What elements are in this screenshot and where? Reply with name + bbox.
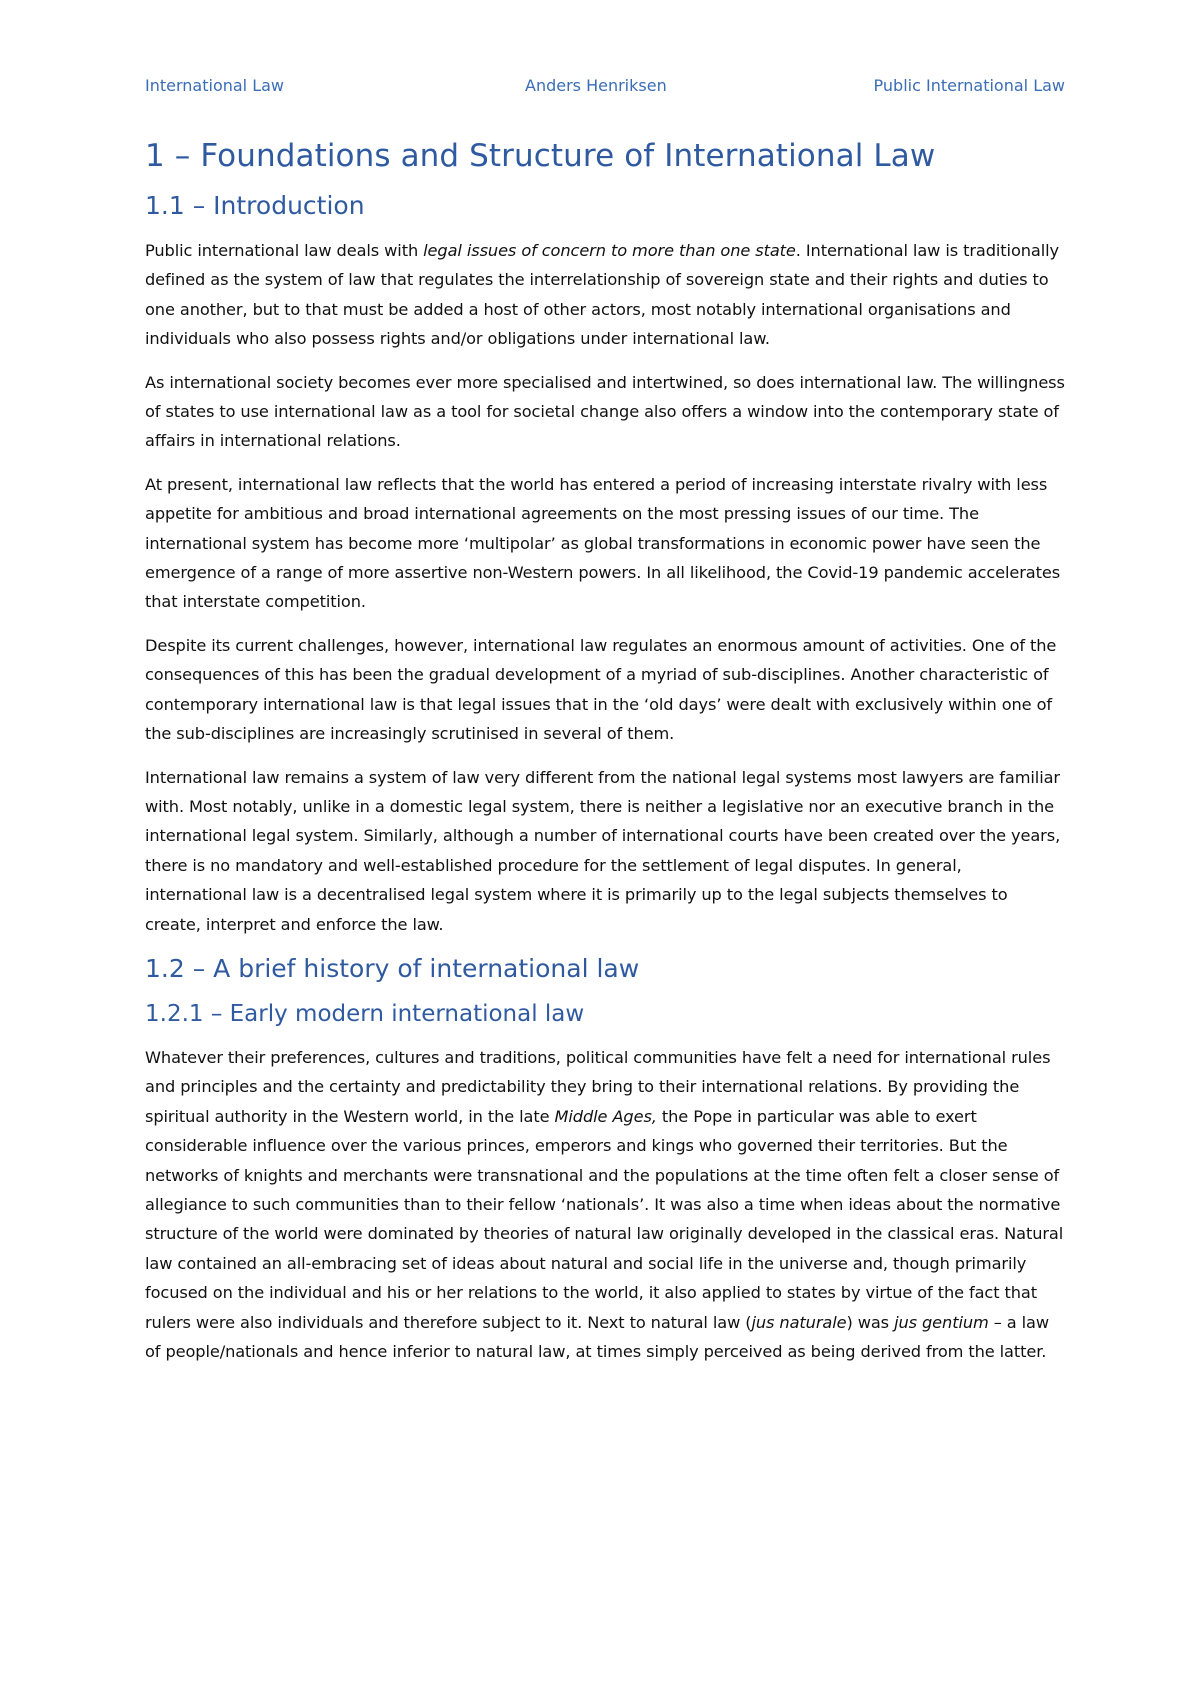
section-heading-1-1: 1.1 – Introduction: [145, 191, 365, 220]
emphasis-text: legal issues of concern to more than one state: [423, 241, 796, 260]
paragraph-text: – a law of people/nationals and hence inferior to natural law, at times simply perceived as being derived from the latter.: [145, 1312, 1049, 1361]
running-header: [145, 76, 1065, 98]
paragraph-text: Public international law deals with: [145, 241, 424, 260]
emphasis-text: jus naturale: [751, 1312, 847, 1332]
paragraph: International law remains a system of law very different from the national legal systems most lawyers are familiar with. Most notably, unlike in a domestic legal system, there is neither a legislative nor an executive branch in the international legal system. Similarly, although a number of international courts have been created over the years, there is no mandatory and well-established procedure for the settlement of legal disputes. In general, international law is a decentralised legal system where it is primarily up to the legal subjects themselves to create, interpret and enforce the law.: [145, 767, 1061, 934]
header-course-name: International Law: [145, 76, 285, 95]
paragraph-text: Whatever their preferences, cultures and traditions, political communities have felt a need for international rules and principles and the certainty and predictability they bring to their international relations. By providing the spiritual authority in the Western world, in the late: [145, 1047, 1051, 1126]
emphasis-text: Middle Ages,: [554, 1106, 657, 1126]
paragraph: [145, 236, 1065, 354]
subsection-heading-1-2-1: 1.2.1 – Early modern international law: [145, 1000, 585, 1027]
document-body: [145, 136, 1065, 1380]
paragraph-text: ) was: [846, 1312, 895, 1332]
paragraph: At present, international law reflects that the world has entered a period of increasing interstate rivalry with less appetite for ambitious and broad international agreements on the most pressing issues of our time. The international system has become more ‘multipolar’ as global transformations in economic power have seen the emergence of a range of more assertive non-Western powers. In all likelihood, the Covid-19 pandemic accelerates that interstate competition.: [145, 474, 1061, 612]
section-heading-1-2: 1.2 – A brief history of international law: [145, 953, 640, 983]
paragraph: [145, 1043, 1065, 1366]
paragraph: Despite its current challenges, however, international law regulates an enormous amount of activities. One of the consequences of this has been the gradual development of a myriad of sub-disciplines. Another characteristic of contemporary international law is that legal issues that in the ‘old days’ were dealt with exclusively within one of the sub-disciplines are increasingly scrutinised in several of them.: [145, 635, 1057, 744]
header-author: Anders Henriksen: [525, 76, 667, 95]
chapter-title: 1 – Foundations and Structure of International Law: [145, 138, 936, 174]
paragraph-text: . International law is traditionally defined as the system of law that regulates the interrelationship of sovereign state and their rights and duties to one another, but to that must be added a host of other actors, most notably international organisations and individuals who also possess rights and/or obligations under international law.: [145, 241, 1060, 349]
emphasis-text: jus gentium: [894, 1312, 989, 1332]
paragraph: As international society becomes ever more specialised and intertwined, so does international law. The willingness of states to use international law as a tool for societal change also offers a window into the contemporary state of affairs in international relations.: [145, 372, 1065, 451]
header-subject: Public International Law: [873, 76, 1065, 95]
paragraph-text: the Pope in particular was able to exert considerable influence over the various princes, emperors and kings who governed their territories. But the networks of knights and merchants were transnational and the populations at the time often felt a closer sense of allegiance to such communities than to their fellow ‘nationals’. It was also a time when ideas about the normative structure of the world were dominated by theories of natural law originally developed in the classical eras. Natural law contained an all-embracing set of ideas about natural and social life in the universe and, though primarily focused on the individual and his or her relations to the world, it also applied to states by virtue of the fact that rulers were also individuals and therefore subject to it. Next to natural law (: [145, 1106, 1064, 1332]
